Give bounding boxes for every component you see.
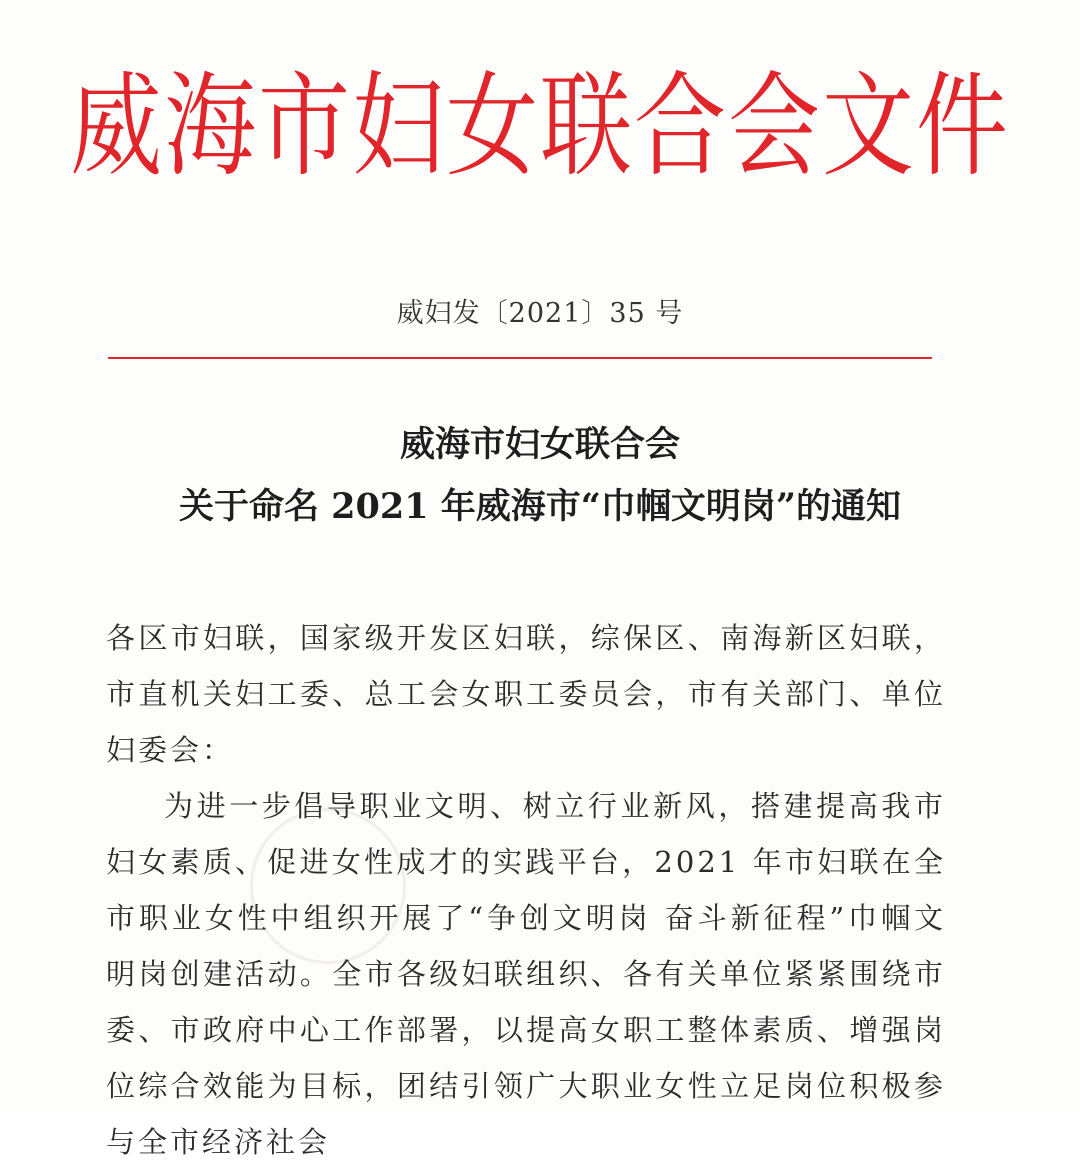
notice-title-line-2: 关于命名 2021 年威海市“巾帼文明岗”的通知 xyxy=(178,486,902,527)
document-number: 威妇发〔2021〕35 号 xyxy=(396,298,684,329)
red-divider-line xyxy=(108,357,932,359)
addressee-line: 各区市妇联，国家级开发区妇联，综保区、南海新区妇联，市直机关妇工委、总工会女职工委员会，市有关部门、单位妇委会： xyxy=(106,621,946,767)
masthead-title: 威海市妇女联合会文件 xyxy=(69,61,1010,193)
notice-body xyxy=(106,610,946,1170)
notice-title-line-1: 威海市妇女联合会 xyxy=(399,424,680,465)
body-paragraph-1: 为进一步倡导职业文明、树立行业新风，搭建提高我市妇女素质、促进女性成才的实践平台，2021 年市妇联在全市职业女性中组织开展了“争创文明岗 奋斗新征程”巾帼文明岗创建活动。全市各级妇联组织、各有关单位紧紧围绕市委、市政府中心工作部署，以提高女职工整体素质、增强岗位综合效能为目标，团结引领广大职业女性立足岗位积极参与全市经济社会 xyxy=(106,789,946,1159)
